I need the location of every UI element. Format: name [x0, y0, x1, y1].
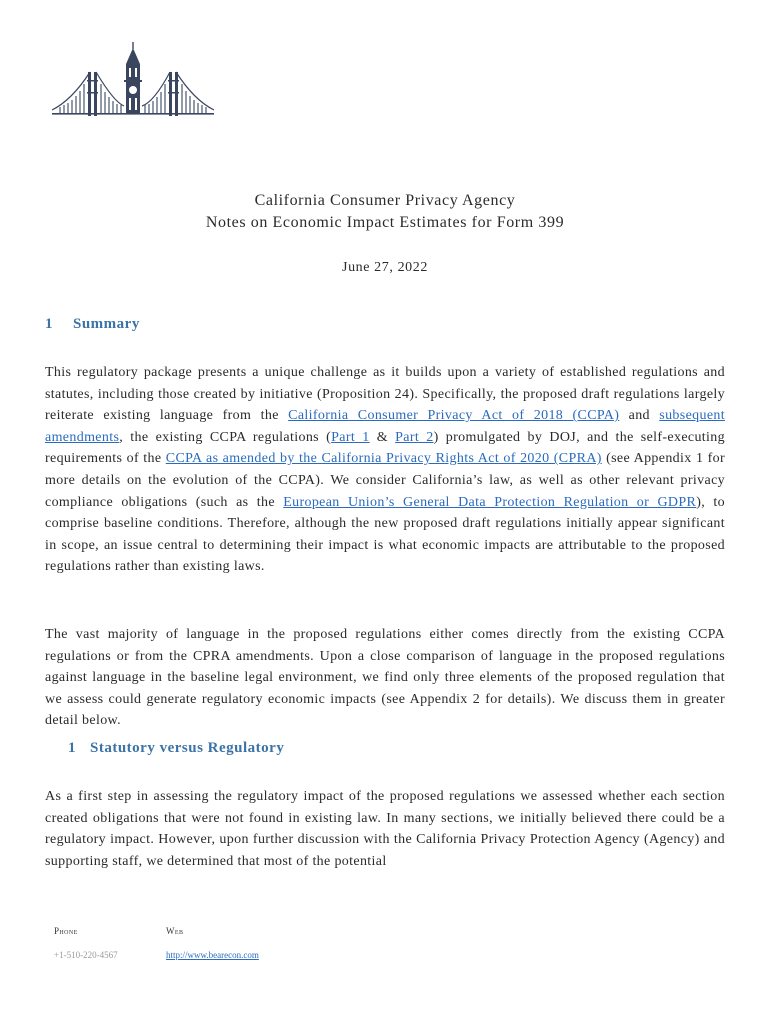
website-link[interactable]: http://www.bearecon.com [166, 950, 259, 960]
document-date: June 27, 2022 [342, 260, 428, 275]
web-label: Web [166, 926, 184, 936]
section-heading-summary [45, 316, 140, 333]
summary-paragraph-1 [45, 362, 725, 578]
part-2-link[interactable]: Part 2 [395, 429, 434, 445]
text-run: and [619, 408, 660, 424]
phone-value: +1-510-220-4567 [54, 950, 118, 960]
text-run: , the existing CCPA regulations ( [119, 429, 332, 445]
ccpa-2018-link[interactable]: California Consumer Privacy Act of 2018 (CCPA) [288, 408, 620, 424]
subsection-title: Statutory versus Regulatory [90, 740, 285, 756]
text-run: ) promulgated by DOJ, and the self-executing requirements of the [45, 429, 725, 467]
summary-paragraph-2: The vast majority of language in the proposed regulations either comes directly from the existing CCPA regulations or from the CPRA amendments. Upon a close comparison of language in the proposed regulations against language in the baseline legal environment, we find only three elements of the proposed regulation that we assess could generate regulatory economic impacts (see Appendix 2 for details). We discuss them in greater detail below. [45, 627, 725, 729]
phone-label: Phone [54, 926, 78, 936]
section-number: 1 [45, 316, 53, 332]
text-run: This regulatory package presents a unique challenge as it builds upon a variety of established regulations and statutes, including those created by initiative (Proposition 24). Specifically, the proposed draft regulations largely reiterate existing language from the [45, 365, 725, 424]
cpra-link[interactable]: CCPA as amended by the California Privacy Rights Act of 2020 (CPRA) [165, 451, 602, 467]
text-run: ), to comprise baseline conditions. Therefore, although the new proposed draft regulations initially appear significant in scope, an issue central to determining their impact is what economic impacts are attributable to the proposed regulations rather than existing laws. [45, 494, 725, 575]
document-title [0, 190, 770, 234]
subsection-number: 1 [68, 740, 76, 756]
subsequent-amendments-link[interactable]: subsequent amendments [45, 408, 725, 445]
title-line-2: Notes on Economic Impact Estimates for Form 399 [205, 214, 565, 231]
gdpr-link[interactable]: European Union’s General Data Protection Regulation or GDPR [283, 494, 697, 510]
title-line-1: California Consumer Privacy Agency [254, 192, 516, 209]
bear-economics-logo [50, 42, 216, 128]
part-1-link[interactable]: Part 1 [331, 429, 370, 445]
statutory-paragraph: As a first step in assessing the regulatory impact of the proposed regulations we assessed whether each section created obligations that were not found in existing law. In many sections, we initially believed there could be a regulatory impact. However, upon further discussion with the California Privacy Protection Agency (Agency) and supporting staff, we determined that most of the potential [45, 789, 725, 869]
section-title: Summary [73, 316, 140, 332]
text-run: & [369, 429, 396, 445]
text-run: (see Appendix 1 for more details on the evolution of the CCPA). We consider California’s law, as well as other relevant privacy compliance obligations (such as the [45, 451, 725, 510]
subsection-heading-statutory [68, 740, 284, 757]
